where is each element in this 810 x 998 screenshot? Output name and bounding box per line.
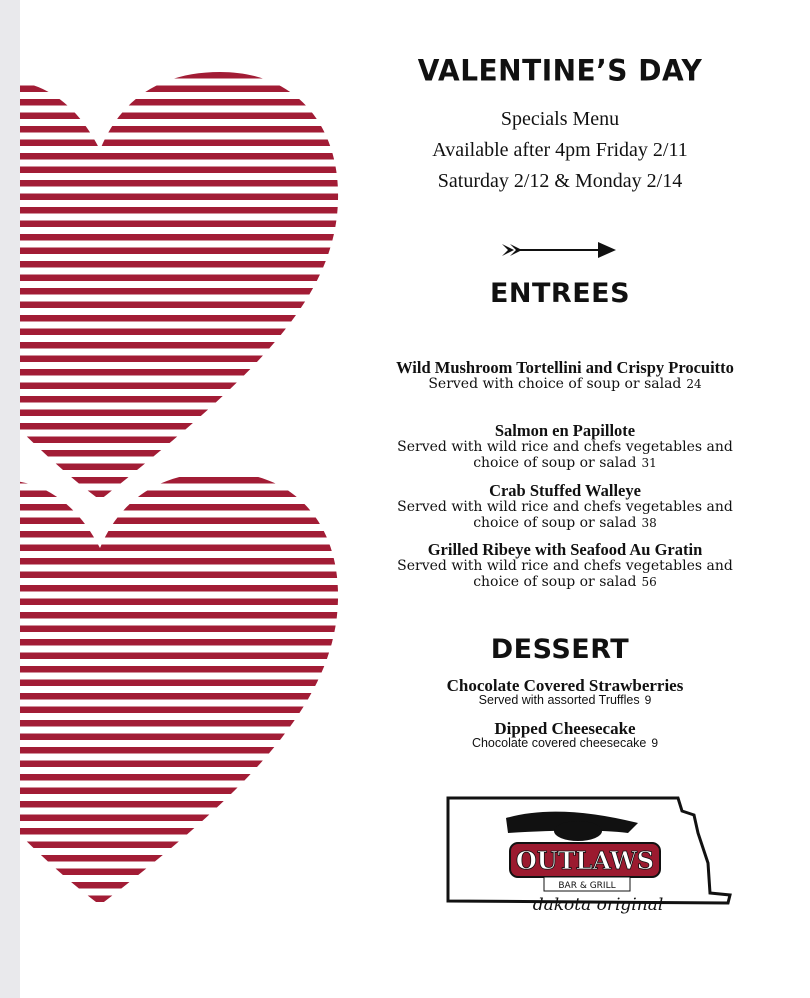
heart-stripe — [20, 207, 360, 214]
heart-stripe — [20, 248, 360, 255]
heart-stripe — [20, 720, 360, 727]
heart-stripe — [20, 383, 360, 390]
heart-stripe — [20, 896, 360, 903]
heart-stripe — [20, 275, 360, 282]
heart-stripe — [20, 396, 360, 403]
heart-stripe — [20, 302, 360, 309]
heart-stripe — [20, 410, 360, 417]
heart-stripe — [20, 221, 360, 228]
heart-stripe — [20, 261, 360, 268]
heart-stripe — [20, 626, 360, 633]
heart-stripe — [20, 329, 360, 336]
heart-stripe — [20, 666, 360, 673]
dessert-desc-text: Chocolate covered cheesecake — [471, 736, 647, 750]
heart-stripe — [20, 437, 360, 444]
entree-name: Crab Stuffed Walleye — [489, 481, 641, 500]
heart-stripe — [20, 504, 360, 511]
entree-description — [375, 376, 755, 392]
dessert-price: 9 — [651, 736, 659, 750]
logo-subtitle: BAR & GRILL — [558, 881, 616, 891]
entree-desc-text: Served with wild rice and chefs vegetables and choice of soup or salad — [397, 499, 733, 531]
dessert-heading: DESSERT — [490, 634, 630, 665]
entree-price: 38 — [641, 516, 657, 530]
heart-stripe — [20, 288, 360, 295]
heart-stripe — [20, 815, 360, 822]
entrees-heading: ENTREES — [489, 278, 631, 309]
menu-subtitle — [380, 104, 740, 197]
entree-description — [375, 499, 755, 531]
heart-stripe — [20, 653, 360, 660]
heart-stripe — [20, 545, 360, 552]
heart-stripe — [20, 869, 360, 876]
heart-stripe — [20, 464, 360, 471]
entree-desc-text: Served with wild rice and chefs vegetables and choice of soup or salad — [397, 439, 733, 471]
logo-tagline: dakota original — [532, 895, 664, 915]
dessert-item — [375, 678, 755, 707]
heart-stripe — [20, 315, 360, 322]
heart-stripe — [20, 842, 360, 849]
heart-stripe — [20, 153, 360, 160]
availability-line: Available after 4pm Friday 2/11 — [432, 139, 688, 161]
heart-stripe — [20, 599, 360, 606]
heart-stripe — [20, 585, 360, 592]
dessert-name: Chocolate Covered Strawberries — [446, 676, 684, 695]
dessert-description — [375, 693, 755, 707]
heart-stripe — [20, 234, 360, 241]
heart-stripe — [20, 140, 360, 147]
heart-stripe — [20, 342, 360, 349]
dessert-item — [375, 721, 755, 750]
heart-stripe — [20, 531, 360, 538]
heart-stripe — [20, 356, 360, 363]
heart-stripe — [20, 734, 360, 741]
heart-stripe — [20, 788, 360, 795]
heart-stripe — [20, 369, 360, 376]
subtitle-line: Specials Menu — [500, 108, 620, 130]
striped-hearts-decoration — [20, 0, 360, 920]
heart-stripe — [20, 558, 360, 565]
entree-price: 24 — [686, 377, 702, 391]
heart-stripe — [20, 747, 360, 754]
heart-stripe — [20, 423, 360, 430]
heart-stripe — [20, 855, 360, 862]
heart-stripe — [20, 72, 360, 79]
entree-item — [375, 360, 755, 392]
heart-stripe — [20, 801, 360, 808]
heart-stripe — [20, 909, 360, 916]
heart-stripe — [20, 180, 360, 187]
outlaws-logo — [438, 793, 738, 923]
entree-name: Salmon en Papillote — [494, 421, 636, 440]
dessert-description — [375, 736, 755, 750]
heart-stripe — [20, 491, 360, 498]
logo-brand: OUTLAWS — [515, 846, 655, 875]
heart-stripe — [20, 518, 360, 525]
heart-stripe — [20, 707, 360, 714]
dessert-price: 9 — [644, 693, 652, 707]
menu-page — [20, 0, 810, 998]
heart-stripe — [20, 680, 360, 687]
entree-item — [375, 542, 755, 590]
heart-stripe — [20, 113, 360, 120]
entree-item — [375, 483, 755, 531]
heart-stripe — [20, 167, 360, 174]
entree-price: 56 — [641, 575, 657, 589]
heart-stripe — [20, 450, 360, 457]
entree-price: 31 — [641, 456, 657, 470]
heart-stripe — [20, 828, 360, 835]
heart-stripe — [20, 572, 360, 579]
heart-stripe — [20, 774, 360, 781]
heart-stripe — [20, 477, 360, 484]
entree-name: Wild Mushroom Tortellini and Crispy Procuitto — [396, 358, 734, 377]
heart-stripe — [20, 639, 360, 646]
entree-description — [375, 558, 755, 590]
entree-description — [375, 439, 755, 471]
dessert-desc-text: Served with assorted Truffles — [478, 693, 640, 707]
entree-desc-text: Served with choice of soup or salad — [428, 376, 682, 392]
entree-desc-text: Served with wild rice and chefs vegetables and choice of soup or salad — [397, 558, 733, 590]
arrow-right-icon — [500, 238, 620, 262]
heart-stripe — [20, 86, 360, 93]
dessert-name: Dipped Cheesecake — [494, 719, 636, 738]
heart-stripe — [20, 99, 360, 106]
heart-stripe — [20, 126, 360, 133]
heart-stripe — [20, 693, 360, 700]
entree-item — [375, 423, 755, 471]
heart-stripe — [20, 612, 360, 619]
entree-name: Grilled Ribeye with Seafood Au Gratin — [427, 540, 703, 559]
heart-stripe — [20, 882, 360, 889]
menu-title: VALENTINE’S DAY — [417, 53, 703, 88]
heart-stripe — [20, 194, 360, 201]
heart-stripe — [20, 761, 360, 768]
dates-line: Saturday 2/12 & Monday 2/14 — [437, 170, 683, 192]
